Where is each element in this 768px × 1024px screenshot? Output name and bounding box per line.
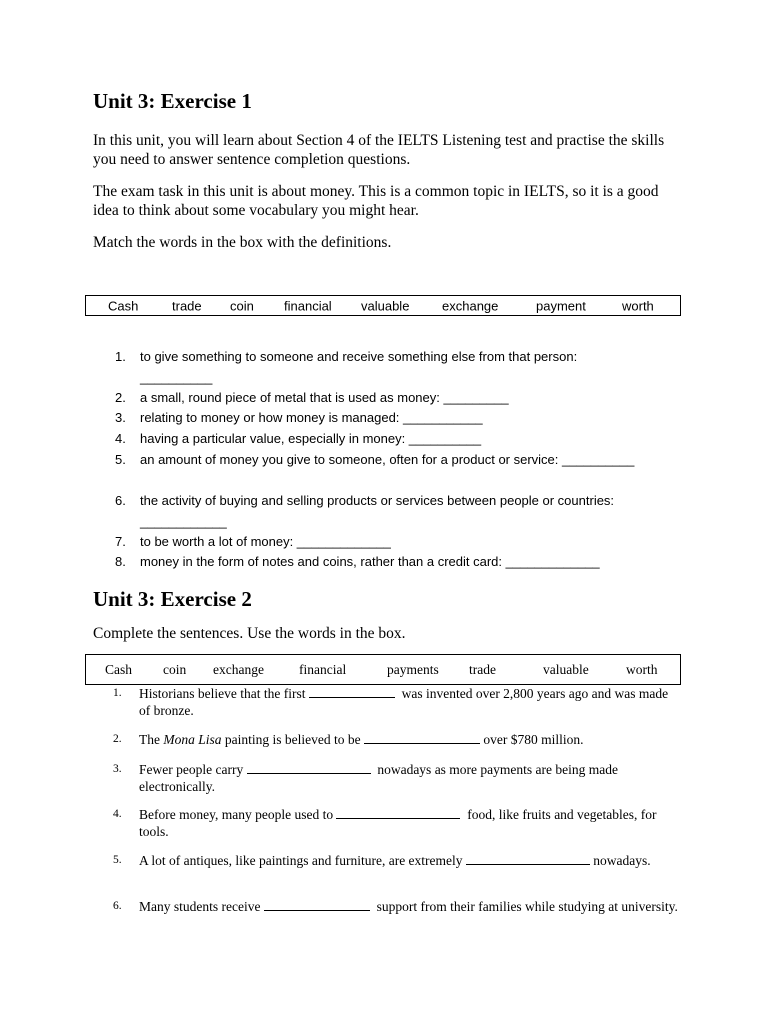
item-number: 8. [115,554,126,569]
word-box-word: trade [469,661,496,677]
intro-paragraph-1: In this unit, you will learn about Section 4 of the IELTS Listening test and practise the skills you need to answer sentence completion questions. [93,132,665,168]
item-number: 6. [115,493,126,508]
list-item [115,552,675,573]
list-item [113,685,678,719]
sentence-start: Many students receive [139,899,261,914]
list-item [113,731,678,748]
word-box-exercise-2 [85,654,681,685]
item-text: an amount of money you give to someone, often for a product or service: __________ [140,452,635,467]
word-box-word: financial [299,661,347,677]
answer-blank[interactable] [264,898,370,911]
list-item [113,806,678,840]
answer-blank[interactable] [247,761,371,774]
word-box-word: worth [626,661,658,677]
word-box-word: Cash [108,298,139,313]
item-number: 2. [113,733,122,745]
sentence-end: nowadays as more payments are being made electronically. [139,762,618,794]
word-box-word: trade [172,298,202,313]
word-box-word: worth [622,298,654,313]
item-text: to give something to someone and receive something else from that person: __________ [140,349,578,385]
list-item [115,347,635,388]
item-number: 7. [115,534,126,549]
exercise-1-title: Unit 3: Exercise 1 [93,89,252,113]
word-box-word: financial [284,298,332,313]
word-box-word: exchange [442,298,499,313]
word-box-exercise-1 [85,295,681,316]
item-number: 3. [115,410,126,425]
word-box-word: exchange [213,661,264,677]
item-number: 4. [115,431,126,446]
list-item [115,491,675,532]
item-number: 3. [113,763,122,775]
item-text: money in the form of notes and coins, rather than a credit card: _____________ [140,554,600,569]
word-box-word: valuable [361,298,410,313]
list-item [115,408,675,429]
sentence-middle: painting is believed to be [224,732,361,747]
item-text: relating to money or how money is managed: ___________ [140,410,483,425]
item-text: having a particular value, especially in money: __________ [140,431,482,446]
sentence-end: over $780 million. [483,732,584,747]
list-item [113,852,678,869]
list-item [113,898,678,915]
sentence-end: was invented over 2,800 years ago and was made of bronze. [139,686,669,718]
item-number: 5. [115,452,126,467]
list-item [113,761,678,795]
sentence-end: food, like fruits and vegetables, for tools. [139,807,657,839]
sentence-start: The [139,732,160,747]
sentence-start: Fewer people carry [139,762,244,777]
item-number: 6. [113,900,122,912]
intro-paragraph-3: Match the words in the box with the definitions. [93,234,392,251]
word-box-word: valuable [543,661,589,677]
word-box-word: coin [230,298,254,313]
item-number: 1. [113,687,122,699]
sentence-start: Historians believe that the first [139,686,306,701]
sentence-end: nowadays. [593,853,651,868]
word-box-word: Cash [105,661,132,677]
answer-blank[interactable] [309,685,395,698]
item-text: a small, round piece of metal that is used as money: _________ [140,390,509,405]
item-number: 1. [115,349,126,364]
answer-blank[interactable] [336,806,460,819]
word-box-word: payments [387,661,439,677]
list-item [115,532,675,553]
list-item [115,450,635,471]
list-item [115,429,675,450]
sentence-start: Before money, many people used to [139,807,334,822]
answer-blank[interactable] [466,852,590,865]
item-number: 2. [115,390,126,405]
word-box-word: coin [163,661,187,677]
answer-blank[interactable] [364,731,480,744]
list-item [115,388,675,409]
item-text: the activity of buying and selling products or services between people or countries: ____________ [140,493,615,529]
exercise-2-instruction: Complete the sentences. Use the words in the box. [93,625,406,642]
item-text: to be worth a lot of money: _____________ [140,534,391,549]
exercise-2-title: Unit 3: Exercise 2 [93,587,252,611]
word-box-word: payment [536,298,586,313]
intro-paragraph-2: The exam task in this unit is about money. This is a common topic in IELTS, so it is a good idea to think about some vocabulary you might hear. [93,183,659,219]
item-number: 5. [113,854,122,866]
sentence-start: A lot of antiques, like paintings and furniture, are extremely [139,853,463,868]
item-number: 4. [113,808,122,820]
sentence-end: support from their families while studying at university. [376,899,678,914]
artwork-title: Mona Lisa [163,732,222,747]
